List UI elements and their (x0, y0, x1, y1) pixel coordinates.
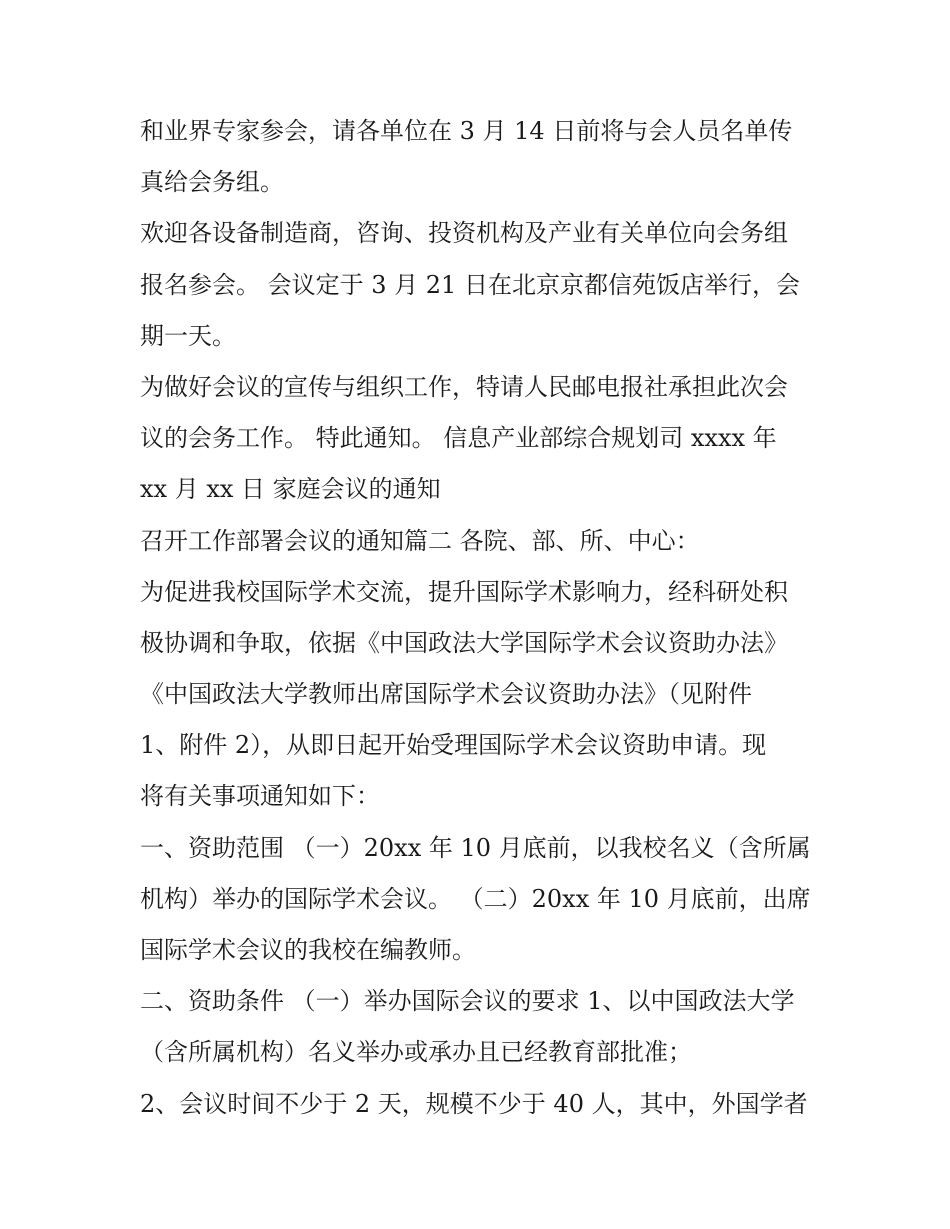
text-line: 期一天。 (140, 321, 236, 350)
text-line: 一、资助范围 （一）20xx 年 10 月底前，以我校名义（含所属 (140, 833, 811, 862)
text-line: 为做好会议的宣传与组织工作，特请人民邮电报社承担此次会 (140, 372, 788, 401)
text-line: 国际学术会议的我校在编教师。 (140, 936, 476, 964)
text-line: 机构）举办的国际学术会议。 （二）20xx 年 10 月底前，出席 (140, 884, 811, 913)
text-line: xx 月 xx 日 家庭会议的通知 (140, 475, 441, 504)
text-line: 极协调和争取，依据《中国政法大学国际学术会议资助办法》 (140, 628, 788, 657)
text-line: 欢迎各设备制造商，咨询、投资机构及产业有关单位向会务组 (140, 219, 788, 248)
text-line: 《中国政法大学教师出席国际学术会议资助办法》（见附件 (140, 680, 752, 709)
text-line: （含所属机构）名义举办或承办且已经教育部批准； (140, 1038, 692, 1067)
text-line: 二、资助条件 （一）举办国际会议的要求 1、以中国政法大学 (140, 987, 795, 1016)
text-line: 召开工作部署会议的通知篇二 各院、部、所、中心： (140, 526, 700, 555)
document-body (140, 106, 820, 1130)
text-line: 将有关事项通知如下： (140, 782, 380, 811)
text-line: 真给会务组。 (140, 168, 284, 197)
text-line: 和业界专家参会，请各单位在 3 月 14 日前将与会人员名单传 (140, 117, 793, 145)
text-line: 2、会议时间不少于 2 天，规模不少于 40 人，其中，外国学者 (140, 1089, 808, 1118)
text-line: 1、附件 2），从即日起开始受理国际学术会议资助申请。现 (140, 731, 767, 760)
text-line: 议的会务工作。 特此通知。 信息产业部综合规划司 xxxx 年 (140, 424, 777, 453)
text-line: 为促进我校国际学术交流，提升国际学术影响力，经科研处积 (140, 577, 788, 606)
text-line: 报名参会。 会议定于 3 月 21 日在北京京都信苑饭店举行，会 (140, 270, 800, 299)
